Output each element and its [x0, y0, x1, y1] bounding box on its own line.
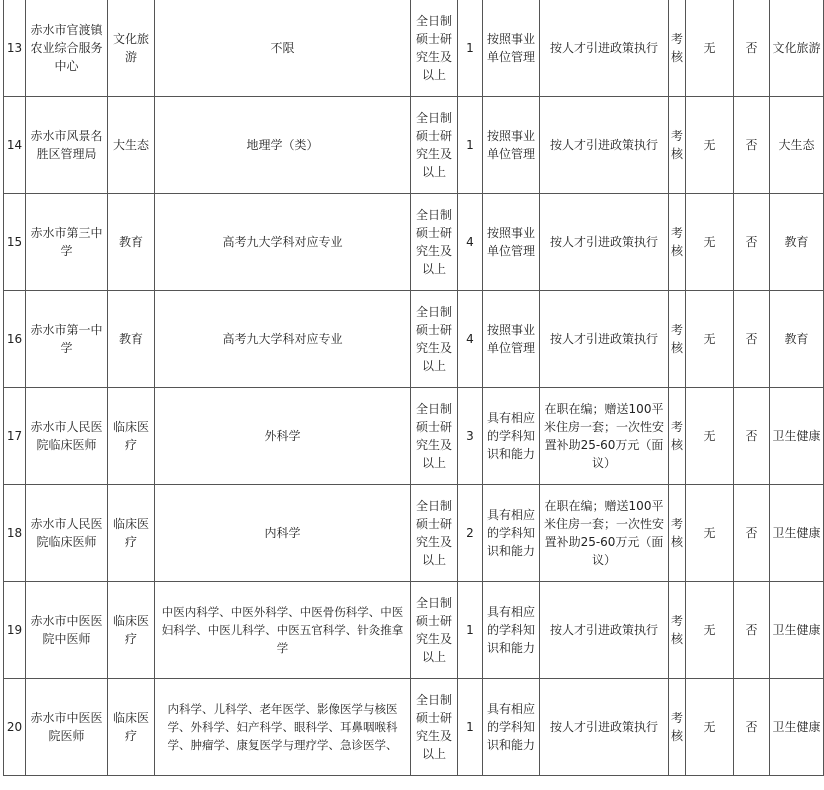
other-requirement: 按照事业单位管理 — [483, 0, 540, 97]
selection-method: 考核 — [669, 679, 686, 776]
no-value: 否 — [734, 97, 770, 194]
table-row — [4, 0, 824, 97]
table-row — [4, 582, 824, 679]
treatment: 在职在编；赠送100平米住房一套；一次性安置补助25-60万元（面议） — [540, 485, 669, 582]
category: 大生态 — [770, 97, 824, 194]
recruitment-table — [3, 0, 824, 776]
row-number: 15 — [4, 194, 26, 291]
category: 文化旅游 — [770, 0, 824, 97]
education: 全日制硕士研究生及以上 — [411, 582, 458, 679]
row-number: 20 — [4, 679, 26, 776]
none-value: 无 — [686, 485, 734, 582]
major-requirement: 不限 — [155, 0, 411, 97]
unit-name: 赤水市人民医院临床医师 — [26, 485, 108, 582]
unit-name: 赤水市人民医院临床医师 — [26, 388, 108, 485]
row-number: 17 — [4, 388, 26, 485]
unit-name: 赤水市中医医院中医师 — [26, 582, 108, 679]
major-requirement: 中医内科学、中医外科学、中医骨伤科学、中医妇科学、中医儿科学、中医五官科学、针灸推拿学 — [155, 582, 411, 679]
selection-method: 考核 — [669, 582, 686, 679]
treatment: 按人才引进政策执行 — [540, 194, 669, 291]
education: 全日制硕士研究生及以上 — [411, 388, 458, 485]
industry: 临床医疗 — [108, 679, 155, 776]
unit-name: 赤水市第三中学 — [26, 194, 108, 291]
none-value: 无 — [686, 97, 734, 194]
headcount: 1 — [458, 0, 483, 97]
treatment: 按人才引进政策执行 — [540, 0, 669, 97]
education: 全日制硕士研究生及以上 — [411, 0, 458, 97]
headcount: 1 — [458, 97, 483, 194]
other-requirement: 具有相应的学科知识和能力 — [483, 582, 540, 679]
treatment: 按人才引进政策执行 — [540, 679, 669, 776]
selection-method: 考核 — [669, 0, 686, 97]
no-value: 否 — [734, 485, 770, 582]
other-requirement: 具有相应的学科知识和能力 — [483, 485, 540, 582]
treatment: 按人才引进政策执行 — [540, 582, 669, 679]
treatment: 按人才引进政策执行 — [540, 97, 669, 194]
none-value: 无 — [686, 0, 734, 97]
industry: 教育 — [108, 194, 155, 291]
unit-name: 赤水市官渡镇农业综合服务中心 — [26, 0, 108, 97]
major-requirement: 外科学 — [155, 388, 411, 485]
no-value: 否 — [734, 291, 770, 388]
row-number: 13 — [4, 0, 26, 97]
no-value: 否 — [734, 194, 770, 291]
industry: 文化旅游 — [108, 0, 155, 97]
row-number: 19 — [4, 582, 26, 679]
no-value: 否 — [734, 679, 770, 776]
unit-name: 赤水市第一中学 — [26, 291, 108, 388]
major-requirement: 高考九大学科对应专业 — [155, 194, 411, 291]
none-value: 无 — [686, 291, 734, 388]
table-row — [4, 97, 824, 194]
no-value: 否 — [734, 388, 770, 485]
major-requirement: 地理学（类） — [155, 97, 411, 194]
no-value: 否 — [734, 582, 770, 679]
category: 卫生健康 — [770, 582, 824, 679]
selection-method: 考核 — [669, 194, 686, 291]
table-row — [4, 679, 824, 776]
industry: 临床医疗 — [108, 485, 155, 582]
education: 全日制硕士研究生及以上 — [411, 485, 458, 582]
major-requirement: 内科学、儿科学、老年医学、影像医学与核医学、外科学、妇产科学、眼科学、耳鼻咽喉科学、肿瘤学、康复医学与理疗学、急诊医学、 — [155, 679, 411, 776]
industry: 临床医疗 — [108, 388, 155, 485]
no-value: 否 — [734, 0, 770, 97]
industry: 临床医疗 — [108, 582, 155, 679]
row-number: 14 — [4, 97, 26, 194]
category: 卫生健康 — [770, 679, 824, 776]
education: 全日制硕士研究生及以上 — [411, 97, 458, 194]
other-requirement: 按照事业单位管理 — [483, 291, 540, 388]
selection-method: 考核 — [669, 97, 686, 194]
major-requirement: 内科学 — [155, 485, 411, 582]
category: 卫生健康 — [770, 388, 824, 485]
none-value: 无 — [686, 582, 734, 679]
other-requirement: 按照事业单位管理 — [483, 194, 540, 291]
treatment: 在职在编；赠送100平米住房一套；一次性安置补助25-60万元（面议） — [540, 388, 669, 485]
treatment: 按人才引进政策执行 — [540, 291, 669, 388]
table-row — [4, 388, 824, 485]
industry: 大生态 — [108, 97, 155, 194]
headcount: 2 — [458, 485, 483, 582]
education: 全日制硕士研究生及以上 — [411, 291, 458, 388]
education: 全日制硕士研究生及以上 — [411, 194, 458, 291]
other-requirement: 具有相应的学科知识和能力 — [483, 388, 540, 485]
other-requirement: 按照事业单位管理 — [483, 97, 540, 194]
selection-method: 考核 — [669, 291, 686, 388]
headcount: 4 — [458, 291, 483, 388]
major-requirement: 高考九大学科对应专业 — [155, 291, 411, 388]
category: 教育 — [770, 291, 824, 388]
unit-name: 赤水市风景名胜区管理局 — [26, 97, 108, 194]
selection-method: 考核 — [669, 388, 686, 485]
unit-name: 赤水市中医医院医师 — [26, 679, 108, 776]
row-number: 18 — [4, 485, 26, 582]
education: 全日制硕士研究生及以上 — [411, 679, 458, 776]
headcount: 1 — [458, 679, 483, 776]
table-body — [4, 0, 824, 776]
none-value: 无 — [686, 679, 734, 776]
none-value: 无 — [686, 388, 734, 485]
other-requirement: 具有相应的学科知识和能力 — [483, 679, 540, 776]
selection-method: 考核 — [669, 485, 686, 582]
table-row — [4, 194, 824, 291]
table-row — [4, 485, 824, 582]
headcount: 1 — [458, 582, 483, 679]
industry: 教育 — [108, 291, 155, 388]
category: 教育 — [770, 194, 824, 291]
table-row — [4, 291, 824, 388]
row-number: 16 — [4, 291, 26, 388]
category: 卫生健康 — [770, 485, 824, 582]
none-value: 无 — [686, 194, 734, 291]
headcount: 3 — [458, 388, 483, 485]
headcount: 4 — [458, 194, 483, 291]
